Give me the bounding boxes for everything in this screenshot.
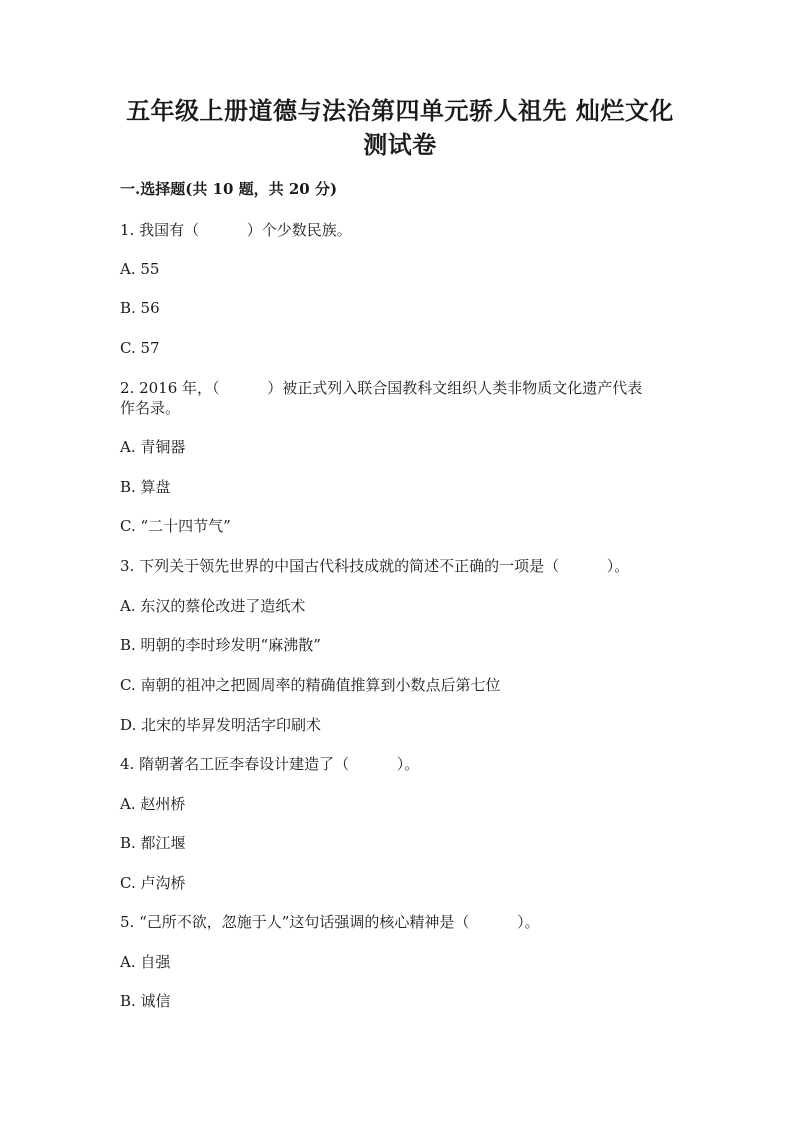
document-title: [60, 94, 740, 162]
question-5-stem: 5. “己所不欲，忽施于人”这句话强调的核心精神是（ ）。: [120, 913, 540, 931]
question-2-option-b: B. 算盘: [120, 478, 171, 496]
question-5-option-b: B. 诚信: [120, 992, 171, 1010]
question-4-option-a: A. 赵州桥: [120, 795, 186, 813]
question-3-stem: 3. 下列关于领先世界的中国古代科技成就的简述不正确的一项是（ ）。: [120, 557, 630, 575]
question-2-stem-line-1: 2. 2016 年，（ ）被正式列入联合国教科文组织人类非物质文化遗产代表: [120, 379, 643, 397]
section-heading-multiple-choice: 一.选择题(共 10 题，共 20 分): [120, 180, 338, 198]
question-2-option-c: C. “二十四节气”: [120, 517, 231, 535]
question-4-option-c: C. 卢沟桥: [120, 874, 186, 892]
question-3-option-d: D. 北宋的毕昇发明活字印刷术: [120, 716, 322, 734]
title-line-1: 五年级上册道德与法治第四单元骄人祖先 灿烂文化: [126, 96, 674, 125]
question-3-option-b: B. 明朝的李时珍发明“麻沸散”: [120, 636, 321, 654]
title-line-2: 测试卷: [363, 130, 437, 159]
question-1-stem: 1. 我国有（ ）个少数民族。: [120, 221, 352, 239]
question-1-option-b: B. 56: [120, 299, 160, 317]
question-2-option-a: A. 青铜器: [120, 438, 186, 456]
question-2-stem-line-2: 作名录。: [120, 399, 181, 417]
question-1-option-c: C. 57: [120, 339, 160, 357]
question-3-option-a: A. 东汉的蔡伦改进了造纸术: [120, 597, 306, 615]
question-3-option-c: C. 南朝的祖冲之把圆周率的精确值推算到小数点后第七位: [120, 676, 501, 694]
question-5-option-a: A. 自强: [120, 953, 171, 971]
question-1-option-a: A. 55: [120, 260, 160, 278]
question-4-option-b: B. 都江堰: [120, 834, 186, 852]
question-4-stem: 4. 隋朝著名工匠李春设计建造了（ ）。: [120, 755, 420, 773]
